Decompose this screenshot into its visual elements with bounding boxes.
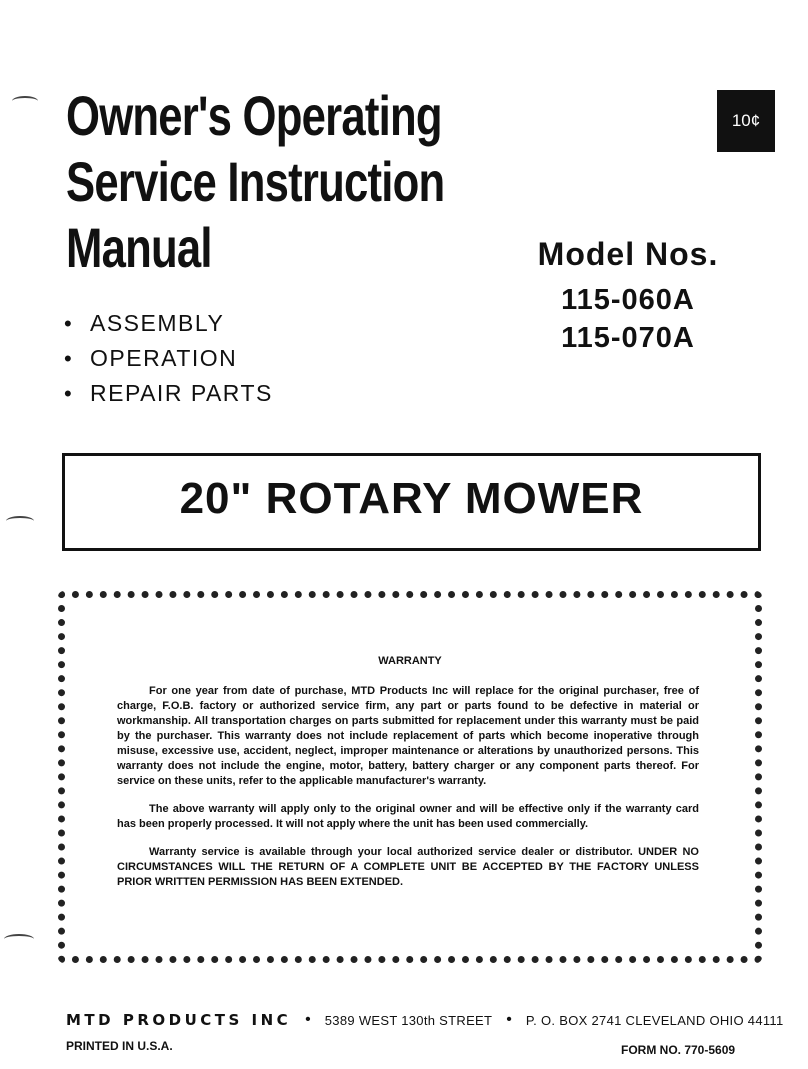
model-number: 115-070A	[561, 322, 695, 354]
bullet-icon: •	[305, 1011, 311, 1028]
scan-mark	[12, 96, 38, 106]
bullet-icon: •	[506, 1011, 512, 1028]
company-name: MTD PRODUCTS INC	[66, 1011, 292, 1029]
warranty-title: WARRANTY	[378, 655, 442, 667]
warranty-paragraph: The above warranty will apply only to the original owner and will be effective only if the warranty card has been properly processed. It will not apply where the unit has been used commercially.	[117, 803, 699, 830]
title-line-1: Owner's Operating	[66, 84, 442, 147]
scan-mark	[4, 934, 34, 944]
contents-item: • REPAIR PARTS	[64, 380, 273, 406]
street-address: 5389 WEST 130th STREET	[324, 1012, 493, 1028]
model-number: 115-060A	[561, 284, 695, 316]
scan-mark	[6, 516, 34, 526]
po-box: P. O. BOX 2741 CLEVELAND OHIO 44111	[525, 1012, 784, 1028]
price-badge: 10¢	[717, 90, 775, 152]
product-title: 20" ROTARY MOWER	[179, 474, 644, 523]
warranty-paragraph: For one year from date of purchase, MTD Products Inc will replace for the original purchaser, free of charge, F.O.B. factory or authorized service firm, any part or parts found to be defective in material or workmanship. All transportation charges on parts submitted for replacement under this warranty must be paid by the purchaser. This warranty does not include replacement of parts which become inoperative through misuse, excessive use, accident, neglect, improper maintenance or alterations by unauthorized persons. This warranty does not include the engine, motor, battery, battery charger or any component parts thereof. For service on these units, refer to the applicable manufacturer's warranty.	[117, 685, 699, 787]
bullet-icon: •	[64, 380, 74, 406]
bullet-icon: •	[64, 310, 74, 336]
manual-title	[66, 84, 551, 279]
printed-in: PRINTED IN U.S.A.	[66, 1039, 173, 1053]
bullet-icon: •	[64, 345, 74, 371]
contents-item: • ASSEMBLY	[64, 310, 225, 336]
warranty-text	[117, 684, 699, 903]
model-heading: Model Nos.	[537, 236, 719, 272]
contents-list	[64, 306, 273, 411]
model-numbers	[528, 236, 728, 357]
footer-address	[66, 1011, 784, 1029]
contents-item: • OPERATION	[64, 345, 238, 371]
warranty-paragraph: Warranty service is available through your local authorized service dealer or distributor. UNDER NO CIRCUMSTANCES WILL THE RETURN OF A COMPLETE UNIT BE ACCEPTED BY THE FACTORY UNLESS PRIOR WRITTEN PERMISSION HAS BEEN EXTENDED.	[117, 846, 699, 888]
title-line-3: Manual	[66, 216, 212, 279]
title-line-2: Service Instruction	[66, 150, 445, 213]
form-number: FORM NO. 770-5609	[621, 1043, 736, 1057]
